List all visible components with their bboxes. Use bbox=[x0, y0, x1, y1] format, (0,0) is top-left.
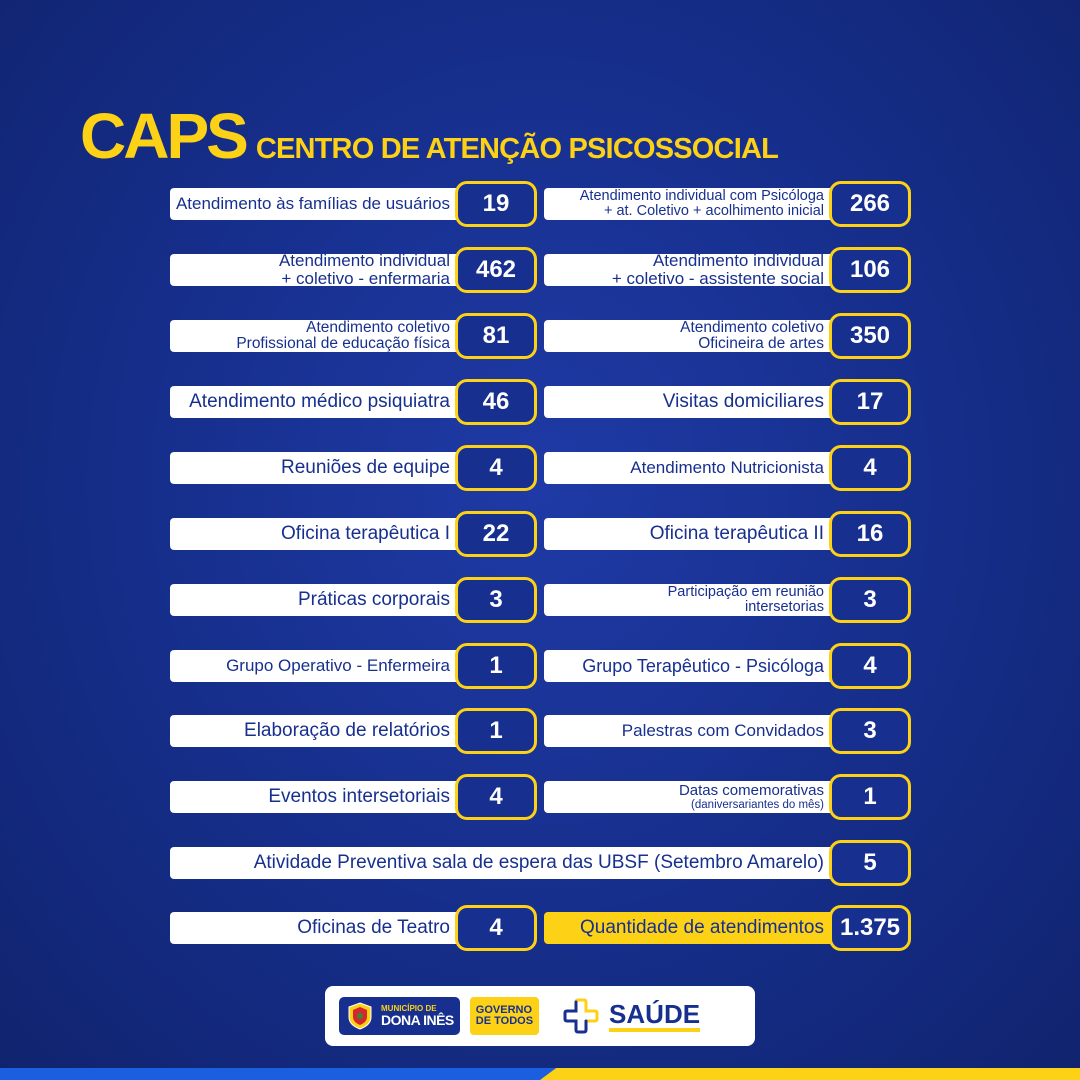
stat-label bbox=[170, 320, 462, 352]
stat-label bbox=[170, 781, 462, 813]
total-value: 1.375 bbox=[829, 905, 911, 951]
stat-value: 19 bbox=[455, 181, 537, 227]
governo-line2: DE TODOS bbox=[475, 1015, 534, 1027]
stat-row bbox=[544, 445, 911, 491]
stat-label bbox=[170, 912, 462, 944]
stat-label bbox=[170, 650, 462, 682]
stat-row bbox=[170, 905, 537, 951]
stat-label bbox=[544, 584, 836, 616]
stat-label bbox=[170, 518, 462, 550]
stat-label-line1: Atendimento individual com Psicóloga bbox=[579, 188, 824, 204]
stat-value: 266 bbox=[829, 181, 911, 227]
stat-row bbox=[544, 247, 911, 293]
stat-label-text: Grupo Operativo - Enfermeira bbox=[226, 656, 450, 676]
total-label-text: Quantidade de atendimentos bbox=[579, 917, 824, 939]
stat-value: 3 bbox=[829, 708, 911, 754]
total-label bbox=[544, 912, 836, 944]
stat-label-text: Visitas domiciliares bbox=[662, 391, 824, 413]
stat-label-text: Grupo Terapêutico - Psicóloga bbox=[582, 655, 824, 676]
health-cross-icon bbox=[563, 998, 599, 1034]
stat-value: 4 bbox=[455, 445, 537, 491]
footer-logos bbox=[325, 986, 755, 1046]
stat-value: 1 bbox=[455, 643, 537, 689]
page-title: CAPS bbox=[80, 100, 246, 172]
stat-label bbox=[170, 847, 836, 879]
stat-label-text: Eventos intersetoriais bbox=[268, 786, 450, 808]
stat-label-line1: Atendimento individual bbox=[278, 254, 450, 271]
stat-label-line2: intersetorias bbox=[745, 599, 824, 615]
bottom-stripe-blue bbox=[0, 1068, 560, 1080]
stat-row bbox=[544, 643, 911, 689]
stat-value: 1 bbox=[829, 774, 911, 820]
stat-label-text: Oficinas de Teatro bbox=[297, 917, 450, 939]
stat-row bbox=[544, 774, 911, 820]
stat-label-text: Oficina terapêutica II bbox=[649, 523, 824, 545]
stat-row bbox=[170, 445, 537, 491]
stat-label-text: Elaboração de relatórios bbox=[244, 720, 450, 742]
stat-value: 3 bbox=[455, 577, 537, 623]
stat-value: 5 bbox=[829, 840, 911, 886]
governo-logo bbox=[470, 997, 539, 1035]
stat-value: 22 bbox=[455, 511, 537, 557]
stat-label bbox=[170, 715, 462, 747]
page-subtitle: CENTRO DE ATENÇÃO PSICOSSOCIAL bbox=[255, 133, 779, 165]
municipio-logo bbox=[339, 997, 460, 1035]
stat-value: 4 bbox=[829, 445, 911, 491]
stat-label bbox=[170, 452, 462, 484]
stat-label-text: Atendimento Nutricionista bbox=[630, 458, 824, 478]
stat-row bbox=[170, 181, 537, 227]
stat-row bbox=[170, 313, 537, 359]
stat-value: 16 bbox=[829, 511, 911, 557]
stat-label bbox=[544, 650, 836, 682]
stat-label bbox=[170, 254, 462, 286]
stat-label-line1: Atendimento individual bbox=[652, 254, 824, 271]
municipio-name bbox=[381, 1005, 454, 1027]
stat-row bbox=[544, 511, 911, 557]
stat-value: 17 bbox=[829, 379, 911, 425]
stat-row bbox=[170, 577, 537, 623]
stat-row bbox=[170, 840, 911, 886]
stat-label-text: Atividade Preventiva sala de espera das UBSF (Setembro Amarelo) bbox=[253, 852, 824, 874]
stat-label-text: Atendimento às famílias de usuários bbox=[175, 194, 450, 214]
stat-label bbox=[544, 188, 836, 220]
stat-row bbox=[544, 379, 911, 425]
stat-label bbox=[544, 386, 836, 418]
stat-label bbox=[544, 320, 836, 352]
stat-value: 4 bbox=[455, 774, 537, 820]
stat-label-text: Reuniões de equipe bbox=[280, 457, 450, 479]
stat-value: 4 bbox=[829, 643, 911, 689]
stat-label bbox=[170, 188, 462, 220]
stat-value: 46 bbox=[455, 379, 537, 425]
governo-line1: GOVERNO bbox=[475, 1004, 533, 1016]
stat-label-line1: Atendimento coletivo bbox=[306, 320, 450, 336]
total-row bbox=[544, 905, 911, 951]
stat-value: 1 bbox=[455, 708, 537, 754]
stat-label-line1: Atendimento coletivo bbox=[680, 320, 824, 336]
stat-label-line2: (daniversariantes do mês) bbox=[691, 798, 824, 811]
stat-label-line1: Participação em reunião bbox=[667, 584, 824, 600]
stat-label-text: Oficina terapêutica I bbox=[281, 523, 450, 545]
stat-row bbox=[544, 181, 911, 227]
stat-row bbox=[170, 379, 537, 425]
stat-value: 81 bbox=[455, 313, 537, 359]
stat-row bbox=[170, 511, 537, 557]
stat-label-line2: + coletivo - enfermaria bbox=[281, 269, 450, 286]
page-header bbox=[80, 100, 779, 172]
municipio-small-text: MUNICÍPIO DE bbox=[381, 1004, 437, 1013]
stat-value: 462 bbox=[455, 247, 537, 293]
stat-row bbox=[170, 774, 537, 820]
stat-row bbox=[170, 708, 537, 754]
stat-label-text: Práticas corporais bbox=[297, 589, 450, 611]
stat-row bbox=[170, 643, 537, 689]
stat-value: 4 bbox=[455, 905, 537, 951]
stat-label bbox=[544, 452, 836, 484]
stat-label-line2: Oficineira de artes bbox=[698, 335, 824, 352]
stat-value: 106 bbox=[829, 247, 911, 293]
stat-row bbox=[544, 708, 911, 754]
stat-row bbox=[544, 577, 911, 623]
stat-label bbox=[170, 584, 462, 616]
stat-label bbox=[544, 518, 836, 550]
stat-label-text: Palestras com Convidados bbox=[621, 721, 824, 741]
stat-row bbox=[170, 247, 537, 293]
stat-row bbox=[544, 313, 911, 359]
stat-label bbox=[544, 715, 836, 747]
stat-label bbox=[544, 781, 836, 813]
municipio-big-text: DONA INÊS bbox=[381, 1012, 454, 1028]
bottom-stripe-yellow bbox=[540, 1068, 1080, 1080]
stat-value: 350 bbox=[829, 313, 911, 359]
stat-label-line2: + coletivo - assistente social bbox=[611, 269, 824, 286]
stat-label bbox=[544, 254, 836, 286]
stat-value: 3 bbox=[829, 577, 911, 623]
stat-label-line1: Datas comemorativas bbox=[678, 782, 824, 800]
stat-label-line2: Profissional de educação física bbox=[236, 335, 450, 352]
saude-label: SAÚDE bbox=[609, 1001, 700, 1032]
stat-label bbox=[170, 386, 462, 418]
stat-label-line2: + at. Coletivo + acolhimento inicial bbox=[603, 203, 824, 219]
coat-of-arms-icon bbox=[345, 1001, 375, 1031]
stat-label-text: Atendimento médico psiquiatra bbox=[189, 391, 450, 413]
